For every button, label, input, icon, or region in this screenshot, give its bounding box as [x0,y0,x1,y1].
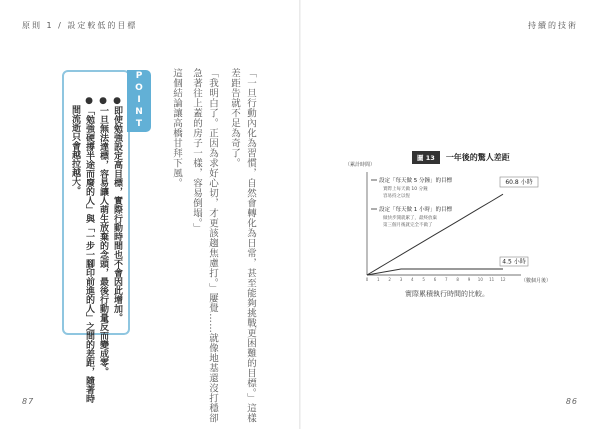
x-axis-label: （數個月後） [521,278,552,284]
point-tab: POINT [127,70,151,132]
y-axis-label: （累計時間） [345,162,376,168]
x-tick-label: 7 [445,277,448,282]
x-tick-label: 2 [388,277,391,282]
x-tick-label: 6 [433,277,437,282]
body-column-4: 急著往上蓋的房子一樣，容易倒塌。」 [191,68,202,234]
series-1hour-name: 設定「每天做 1 小時」的目標 [379,207,452,213]
x-tick-label: 12 [500,277,506,282]
running-header-right: 持續的技術 [528,21,578,30]
x-tick-label: 0 [365,277,369,282]
figure-title: 一年後的驚人差距 [445,153,510,162]
book-gutter [299,0,301,429]
series-1hour-line [367,269,503,275]
x-tick-label: 9 [467,277,471,282]
series-1hour-end-label: 4.5 小時 [502,258,526,266]
series-5min-name: 設定「每天做 5 分鐘」的目標 [379,178,452,184]
page-number-left: 87 [22,397,35,406]
series-1hour-legend [371,205,452,228]
figure-caption: 實際累積執行時間的比較。 [405,290,489,298]
x-tick-labels [366,277,506,282]
series-5min-note-2: 容易持之以恆 [383,194,410,199]
x-tick-label: 8 [456,277,459,282]
x-tick-label: 5 [422,277,425,282]
series-5min-end-label: 60.8 小時 [505,179,533,186]
growth-line-chart [345,160,552,285]
x-tick-label: 10 [477,277,483,282]
series-1hour-note-1: 做快步開就累了，最終放棄 [383,216,437,221]
body-column-2: 差距告就不足為奇了。 [229,68,240,168]
point-line-4: 間流逝只會越拉越大。 [70,96,80,195]
page-number-right: 86 [565,397,578,406]
series-1hour-note-2: 第三個月後就完全不做了 [383,223,433,228]
x-tick-label: 4 [411,277,414,282]
body-column-5: 這個結論讓高橋甘拜下風。 [171,68,182,188]
body-column-3: 「我明白了。正因為求好心切，才更該趨焦慮打。」屢覺……就像地基還沒打穩卻 [207,68,218,424]
series-5min-note-1: 實際上每天做 10 分鐘 [383,187,428,192]
x-tick-label: 3 [399,277,403,282]
series-5min-legend [371,176,452,199]
running-header-left: 原則 1 / 設定較低的目標 [22,21,138,30]
body-column-1: 「一旦行動內化為習慣，自然會轉化為日常，甚至能夠挑戰更困難的目標。」這樣 [245,68,256,424]
x-tick-label: 1 [377,277,380,282]
point-line-1: ●即使勉強設定高目標，實際行動時間也不會因此增加。 [112,96,122,322]
figure-badge: 圖 13 [412,151,440,164]
point-line-3: ●「勉強硬撐半途而廢的人」與「一步一腳印前進的人」之間的差距，隨著時 [84,96,94,403]
x-tick-label: 11 [489,277,495,282]
point-line-2: ●一旦無法達標，容易讓人萌生放棄的念頭，最後行動量反而變成零。 [98,96,108,376]
